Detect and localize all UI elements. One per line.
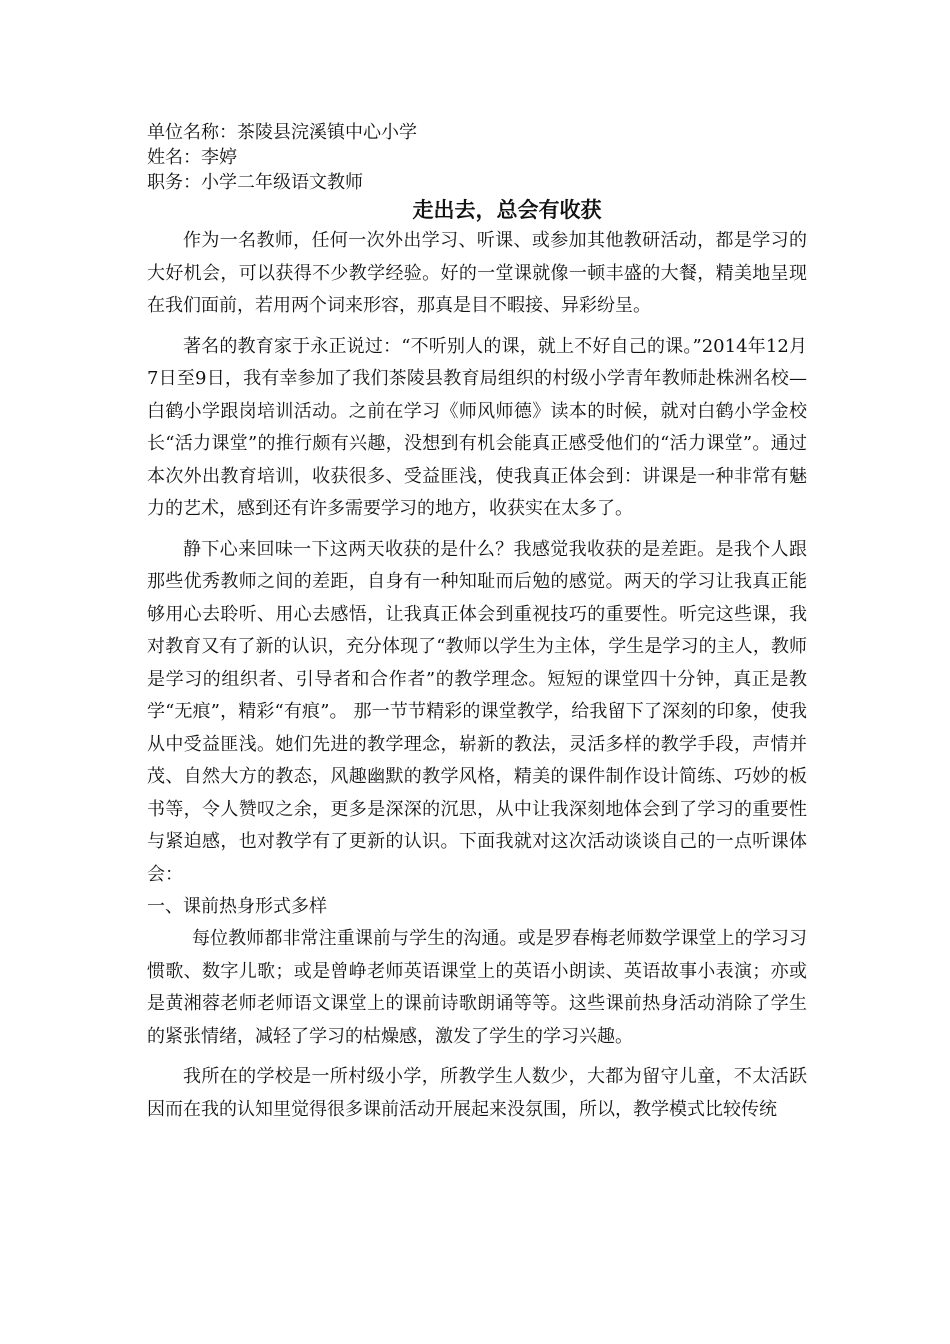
paragraph-reflection: 静下心来回味一下这两天收获的是什么？我感觉我收获的是差距。是我个人跟那些优秀教师之间的差距，自身有一种知耻而后勉的感觉。两天的学习让我真正能够用心去聆听、用心去感悟，让我真正体会到重视技巧的重要性。听完这些课，我对教育又有了新的认识，充分体现了“教师以学生为主体，学生是学习的主人，教师是学习的组织者、引导者和合作者”的教学理念。短短的课堂四十分钟，真正是教学“无痕”，精彩“有痕”。 那一节节精彩的课堂教学，给我留下了深刻的印象，使我从中受益匪浅。她们先进的教学理念，崭新的教法，灵活多样的教学手段，声情并茂、自然大方的教态，风趣幽默的教学风格，精美的课件制作设计简练、巧妙的板书等，令人赞叹之余，更多是深深的沉思，从中让我深刻地体会到了学习的重要性与紧迫感，也对教学有了更新的认识。下面我就对这次活动谈谈自己的一点听课体会： [147,538,807,885]
author-position: 职务：小学二年级语文教师 [147,172,363,193]
unit-name: 单位名称：茶陵县浣溪镇中心小学 [147,122,417,143]
section-1-paragraph-2: 我所在的学校是一所村级小学，所教学生人数少，大都为留守儿童，不太活跃因而在我的认知里觉得很多课前活动开展起来没氛围，所以，教学模式比较传统 [147,1066,807,1120]
section-heading-1: 一、课前热身形式多样 [147,896,327,917]
document-page [147,120,807,1126]
paragraph-quote: 著名的教育家于永正说过：“不听别人的课，就上不好自己的课。”2014年12月7日至9日，我有幸参加了我们茶陵县教育局组织的村级小学青年教师赴株洲名校—白鹤小学跟岗培训活动。之前在学习《师风师德》读本的时候，就对白鹤小学金校长“活力课堂”的推行颇有兴趣，没想到有机会能真正感受他们的“活力课堂”。通过本次外出教育培训，收获很多、受益匪浅，使我真正体会到：讲课是一种非常有魅力的艺术，感到还有许多需要学习的地方，收获实在太多了。 [147,335,807,519]
section-1-paragraph: 每位教师都非常注重课前与学生的沟通。或是罗春梅老师数学课堂上的学习习惯歌、数字儿歌；或是曾峥老师英语课堂上的英语小朗读、英语故事小表演；亦或是黄湘蓉老师老师语文课堂上的课前诗歌朗诵等等。这些课前热身活动消除了学生的紧张情绪，减轻了学习的枯燥感，激发了学生的学习兴趣。 [147,928,807,1047]
author-name: 姓名：李婷 [147,147,237,168]
paragraph-intro: 作为一名教师，任何一次外出学习、听课、或参加其他教研活动，都是学习的大好机会，可以获得不少教学经验。好的一堂课就像一顿丰盛的大餐，精美地呈现在我们面前，若用两个词来形容，那真是目不暇接、异彩纷呈。 [147,230,807,316]
document-title: 走出去，总会有收获 [412,198,602,222]
